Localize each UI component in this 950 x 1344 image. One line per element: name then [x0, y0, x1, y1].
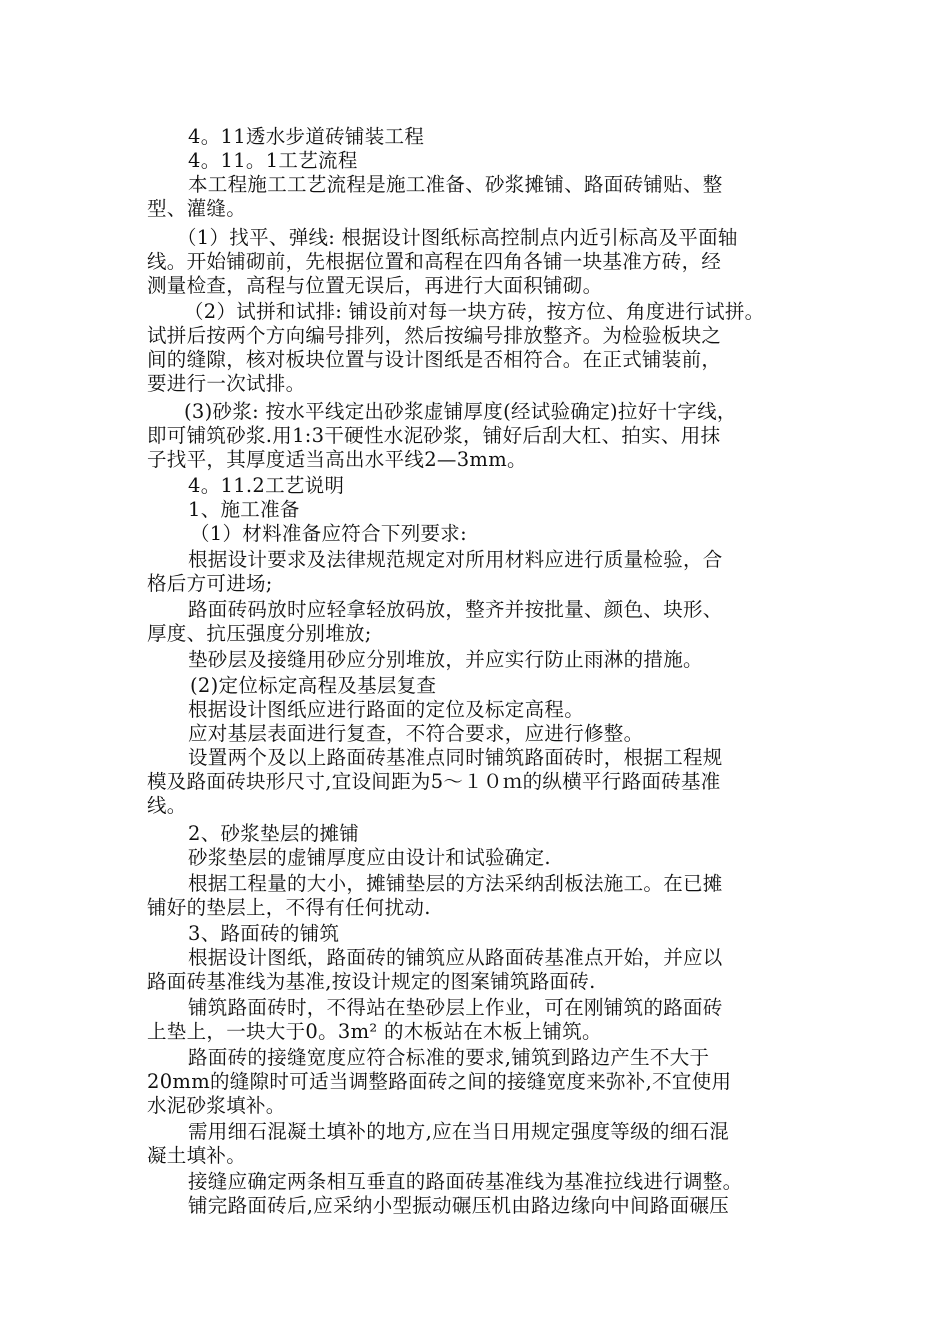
paragraph-line: 应对基层表面进行复查，不符合要求，应进行修整。 [188, 722, 644, 745]
paragraph-line: (3)砂浆: 按水平线定出砂浆虚铺厚度(经试验确定)拉好十字线， [184, 400, 737, 423]
paragraph-line: 上垫上，一块大于0。3m² 的木板站在木板上铺筑。 [147, 1020, 602, 1043]
subsection-heading: 4。11。1工艺流程 [188, 149, 358, 172]
paragraph-line: 砂浆垫层的虚铺厚度应由设计和试验确定. [188, 846, 551, 869]
subsection-heading: 2、砂浆垫层的摊铺 [188, 822, 360, 845]
paragraph-line: 格后方可进场; [147, 572, 273, 595]
subsection-heading: (2)定位标定高程及基层复查 [190, 674, 437, 697]
paragraph-line: 即可铺筑砂浆.用1:3干硬性水泥砂浆，铺好后刮大杠、拍实、用抹 [147, 424, 721, 447]
paragraph-line: （1）材料准备应符合下列要求: [190, 522, 467, 545]
paragraph-line: 线。 [147, 794, 187, 817]
paragraph-line: 线。开始铺砌前，先根据位置和高程在四角各铺一块基准方砖，经 [147, 250, 722, 273]
paragraph-line: 根据设计图纸，路面砖的铺筑应从路面砖基准点开始，并应以 [188, 946, 723, 969]
paragraph-line: （1）找平、弹线: 根据设计图纸标高控制点内近引标高及平面轴 [177, 226, 738, 249]
paragraph-line: 模及路面砖块形尺寸,宜设间距为5～１０ｍ的纵横平行路面砖基准 [147, 770, 721, 793]
paragraph-line: 水泥砂浆填补。 [147, 1094, 286, 1117]
paragraph-line: 路面砖的接缝宽度应符合标准的要求,铺筑到路边产生不大于 [188, 1046, 710, 1069]
paragraph-line: 厚度、抗压强度分别堆放; [147, 622, 372, 645]
subsection-heading: 3、路面砖的铺筑 [188, 922, 340, 945]
paragraph-line: （2）试拼和试排: 铺设前对每一块方砖，按方位、角度进行试拼。 [184, 300, 765, 323]
paragraph-line: 要进行一次试排。 [147, 372, 306, 395]
paragraph-line: 根据设计图纸应进行路面的定位及标定高程。 [188, 698, 585, 721]
section-heading: 4。11透水步道砖铺装工程 [188, 125, 425, 148]
paragraph-line: 测量检查，高程与位置无误后，再进行大面积铺砌。 [147, 274, 603, 297]
paragraph-line: 本工程施工工艺流程是施工准备、砂浆摊铺、路面砖铺贴、整 [188, 173, 723, 196]
paragraph-line: 间的缝隙，核对板块位置与设计图纸是否相符合。在正式铺装前， [147, 348, 722, 371]
paragraph-line: 路面砖基准线为基准,按设计规定的图案铺筑路面砖. [147, 970, 596, 993]
paragraph-line: 需用细石混凝土填补的地方,应在当日用规定强度等级的细石混 [188, 1120, 730, 1143]
paragraph-line: 根据工程量的大小，摊铺垫层的方法采纳刮板法施工。在已摊 [188, 872, 723, 895]
paragraph-line: 垫砂层及接缝用砂应分别堆放，并应实行防止雨淋的措施。 [188, 648, 703, 671]
paragraph-line: 路面砖码放时应轻拿轻放码放，整齐并按批量、颜色、块形、 [188, 598, 723, 621]
paragraph-line: 铺完路面砖后,应采纳小型振动碾压机由路边缘向中间路面碾压 [188, 1194, 730, 1217]
paragraph-line: 设置两个及以上路面砖基准点同时铺筑路面砖时，根据工程规 [188, 746, 723, 769]
paragraph-line: 凝土填补。 [147, 1144, 247, 1167]
paragraph-line: 根据设计要求及法律规范规定对所用材料应进行质量检验，合 [188, 548, 723, 571]
paragraph-line: 接缝应确定两条相互垂直的路面砖基准线为基准拉线进行调整。 [188, 1170, 743, 1193]
paragraph-line: 铺好的垫层上，不得有任何扰动. [147, 896, 431, 919]
paragraph-line: 铺筑路面砖时，不得站在垫砂层上作业，可在刚铺筑的路面砖 [188, 996, 723, 1019]
paragraph-line: 试拼后按两个方向编号排列，然后按编号排放整齐。为检验板块之 [147, 324, 722, 347]
paragraph-line: 型、灌缝。 [147, 197, 247, 220]
paragraph-line: 20mm的缝隙时可适当调整路面砖之间的接缝宽度来弥补,不宜使用 [147, 1070, 732, 1093]
paragraph-line: 子找平，其厚度适当高出水平线2—3mm。 [147, 448, 527, 471]
subsection-heading: 4。11.2工艺说明 [188, 474, 345, 497]
subsection-heading: 1、施工准备 [188, 498, 300, 521]
